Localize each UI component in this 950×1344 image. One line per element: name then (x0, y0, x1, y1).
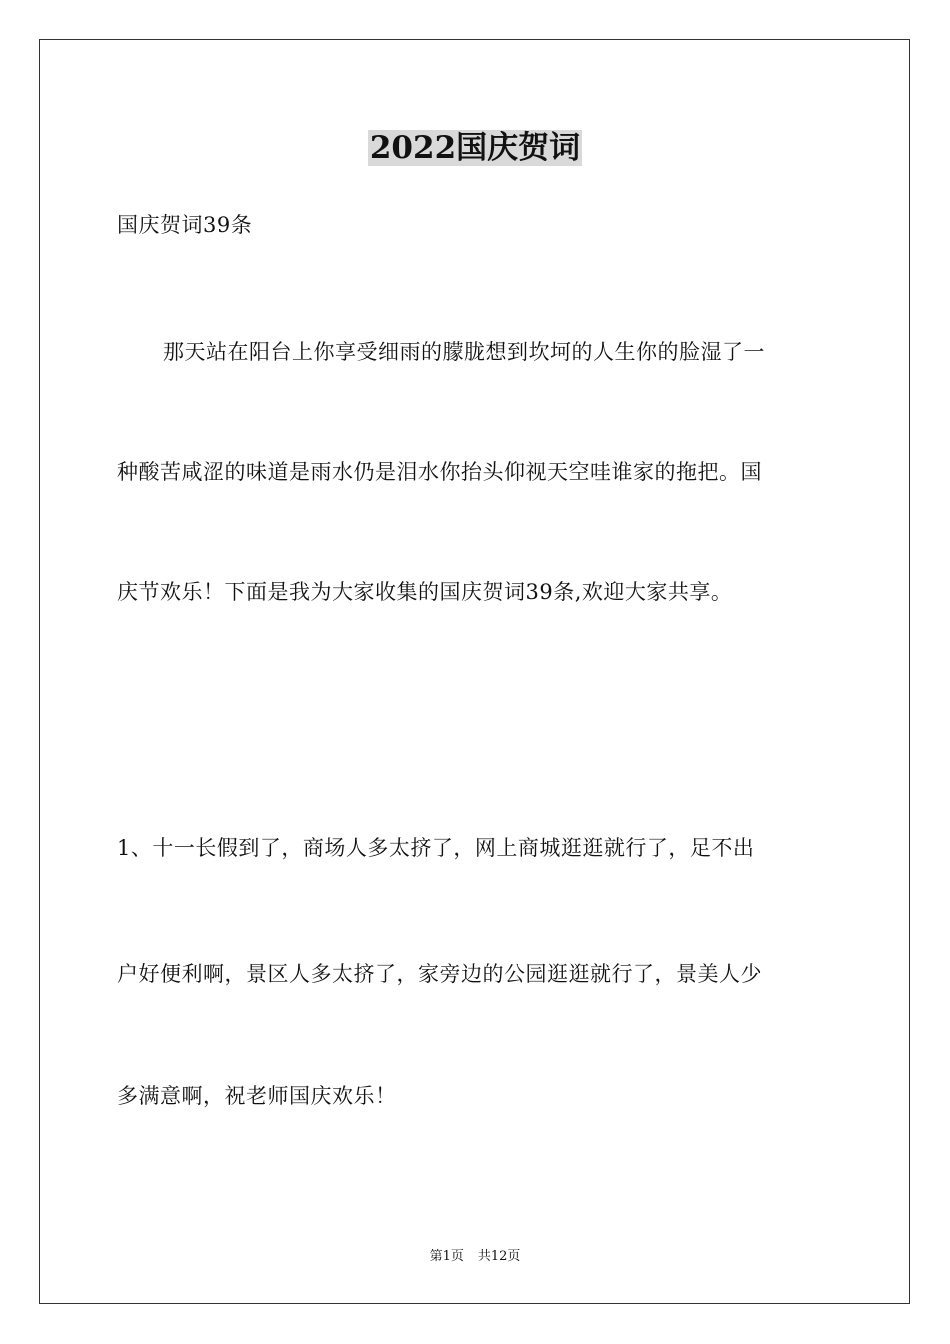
item1-line-1: 1、十一长假到了，商场人多太挤了，网上商城逛逛就行了，足不出 (117, 836, 755, 860)
intro-line-2: 种酸苦咸涩的味道是雨水仍是泪水你抬头仰视天空哇谁家的拖把。国 (117, 460, 762, 484)
item1-line-3: 多满意啊，祝老师国庆欢乐！ (117, 1084, 397, 1108)
intro-line-3: 庆节欢乐！下面是我为大家收集的国庆贺词39条,欢迎大家共享。 (117, 580, 733, 604)
document-subtitle: 国庆贺词39条 (117, 213, 253, 237)
item1-line-2: 户好便利啊，景区人多太挤了，家旁边的公园逛逛就行了，景美人少 (117, 962, 762, 986)
document-title (0, 126, 950, 170)
document-title-text: 2022国庆贺词 (369, 130, 581, 166)
page-footer (0, 1248, 950, 1266)
intro-line-1: 那天站在阳台上你享受细雨的朦胧想到坎坷的人生你的脸湿了一 (163, 340, 765, 364)
page-number-total: 共12页 (477, 1249, 521, 1264)
page-number-current: 第1页 (429, 1249, 464, 1264)
